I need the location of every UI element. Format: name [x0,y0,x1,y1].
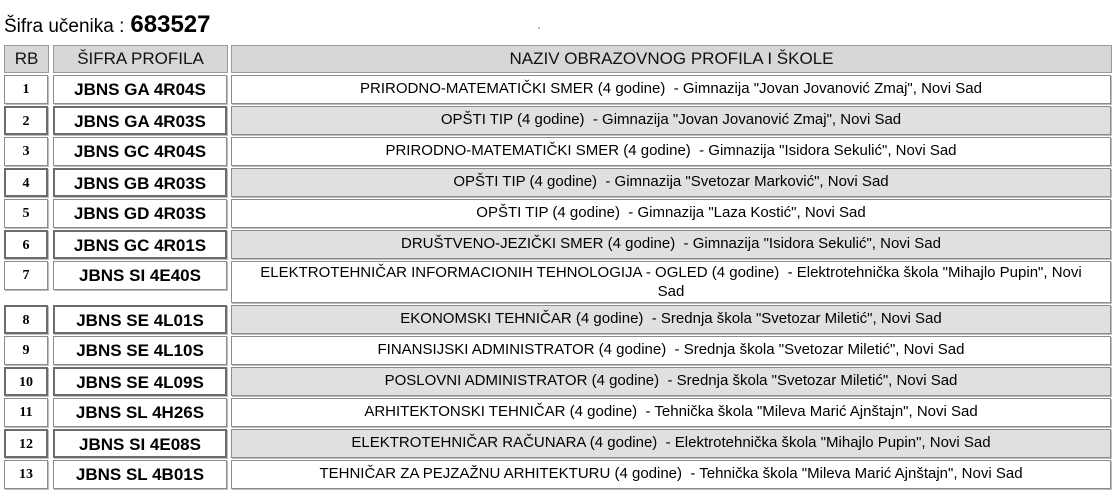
row-number: 8 [22,313,30,328]
profile-name: OPŠTI TIP (4 godine) - Gimnazija "Svetozar Marković", Novi Sad [453,173,889,190]
profile-name: DRUŠTVENO-JEZIČKI SMER (4 godine) - Gimnazija "Isidora Sekulić", Novi Sad [401,235,941,252]
header-profile-code: ŠIFRA PROFILA [53,45,228,73]
profile-name: FINANSIJSKI ADMINISTRATOR (4 godine) - Srednja škola "Svetozar Miletić", Novi Sad [377,341,965,358]
profiles-table [4,45,1112,489]
row-number: 1 [22,82,30,97]
table-row [4,303,1112,334]
profile-name: PRIRODNO-MATEMATIČKI SMER (4 godine) - Gimnazija "Isidora Sekulić", Novi Sad [385,142,957,159]
profile-name: EKONOMSKI TEHNIČAR (4 godine) - Srednja škola "Svetozar Miletić", Novi Sad [400,310,942,327]
profile-code: JBNS GA 4R04S [74,80,206,99]
profile-code: JBNS SE 4L09S [76,373,204,392]
table-row [4,458,1112,489]
profile-code: JBNS SL 4H26S [75,403,205,422]
scan-speck [538,27,540,29]
row-number: 4 [22,176,30,191]
table-row [4,259,1112,303]
header-rb: RB [4,45,49,73]
row-number: 13 [19,467,33,482]
profile-code: JBNS GC 4R04S [73,142,207,161]
profile-name: OPŠTI TIP (4 godine) - Gimnazija "Laza Kostić", Novi Sad [476,204,866,221]
table-row [4,73,1112,104]
profile-code: JBNS SE 4L10S [76,341,204,360]
profile-code: JBNS SI 4E40S [79,266,201,285]
profile-code: JBNS GB 4R03S [73,174,207,193]
table-row [4,228,1112,259]
profile-name: ELEKTROTEHNIČAR RAČUNARA (4 godine) - Elektrotehnička škola "Mihajlo Pupin", Novi Sad [351,434,991,451]
table-header [4,45,1112,73]
profile-code: JBNS SE 4L01S [76,311,204,330]
table-row [4,365,1112,396]
table-row [4,427,1112,458]
table-row [4,197,1112,228]
profile-name: TEHNIČAR ZA PEJZAŽNU ARHITEKTURU (4 godine) - Tehnička škola "Mileva Marić Ajnštajn", Novi Sad [319,465,1023,482]
row-number: 2 [22,114,30,129]
table-row [4,135,1112,166]
row-number: 10 [19,375,33,390]
profile-code: JBNS SI 4E08S [79,435,201,454]
row-number: 9 [22,343,30,358]
profile-code: JBNS GD 4R03S [73,204,207,223]
profile-code: JBNS SL 4B01S [75,465,205,484]
student-code-label: Šifra učenika : [4,16,125,37]
row-number: 12 [19,437,33,452]
row-number: 5 [22,206,30,221]
student-code-value: 683527 [130,11,211,38]
profile-code: JBNS GC 4R01S [73,236,207,255]
row-number: 6 [22,238,30,253]
row-number: 3 [22,144,30,159]
student-code-heading [4,10,211,40]
table-row [4,334,1112,365]
profile-name: ELEKTROTEHNIČAR INFORMACIONIH TEHNOLOGIJA - OGLED (4 godine) - Elektrotehnička škola "Mihajlo Pupin", Novi Sad [260,264,1086,300]
profile-name: ARHITEKTONSKI TEHNIČAR (4 godine) - Tehnička škola "Mileva Marić Ajnštajn", Novi Sad [364,403,978,420]
row-number: 7 [22,268,30,283]
table-row [4,396,1112,427]
header-profile-name: NAZIV OBRAZOVNOG PROFILA I ŠKOLE [231,45,1112,73]
profile-name: OPŠTI TIP (4 godine) - Gimnazija "Jovan Jovanović Zmaj", Novi Sad [440,111,902,128]
profile-name: POSLOVNI ADMINISTRATOR (4 godine) - Srednja škola "Svetozar Miletić", Novi Sad [384,372,958,389]
profile-name: PRIRODNO-MATEMATIČKI SMER (4 godine) - Gimnazija "Jovan Jovanović Zmaj", Novi Sad [360,80,982,97]
profile-code: JBNS GA 4R03S [74,112,206,131]
row-number: 11 [19,405,33,420]
table-row [4,166,1112,197]
table-row [4,104,1112,135]
